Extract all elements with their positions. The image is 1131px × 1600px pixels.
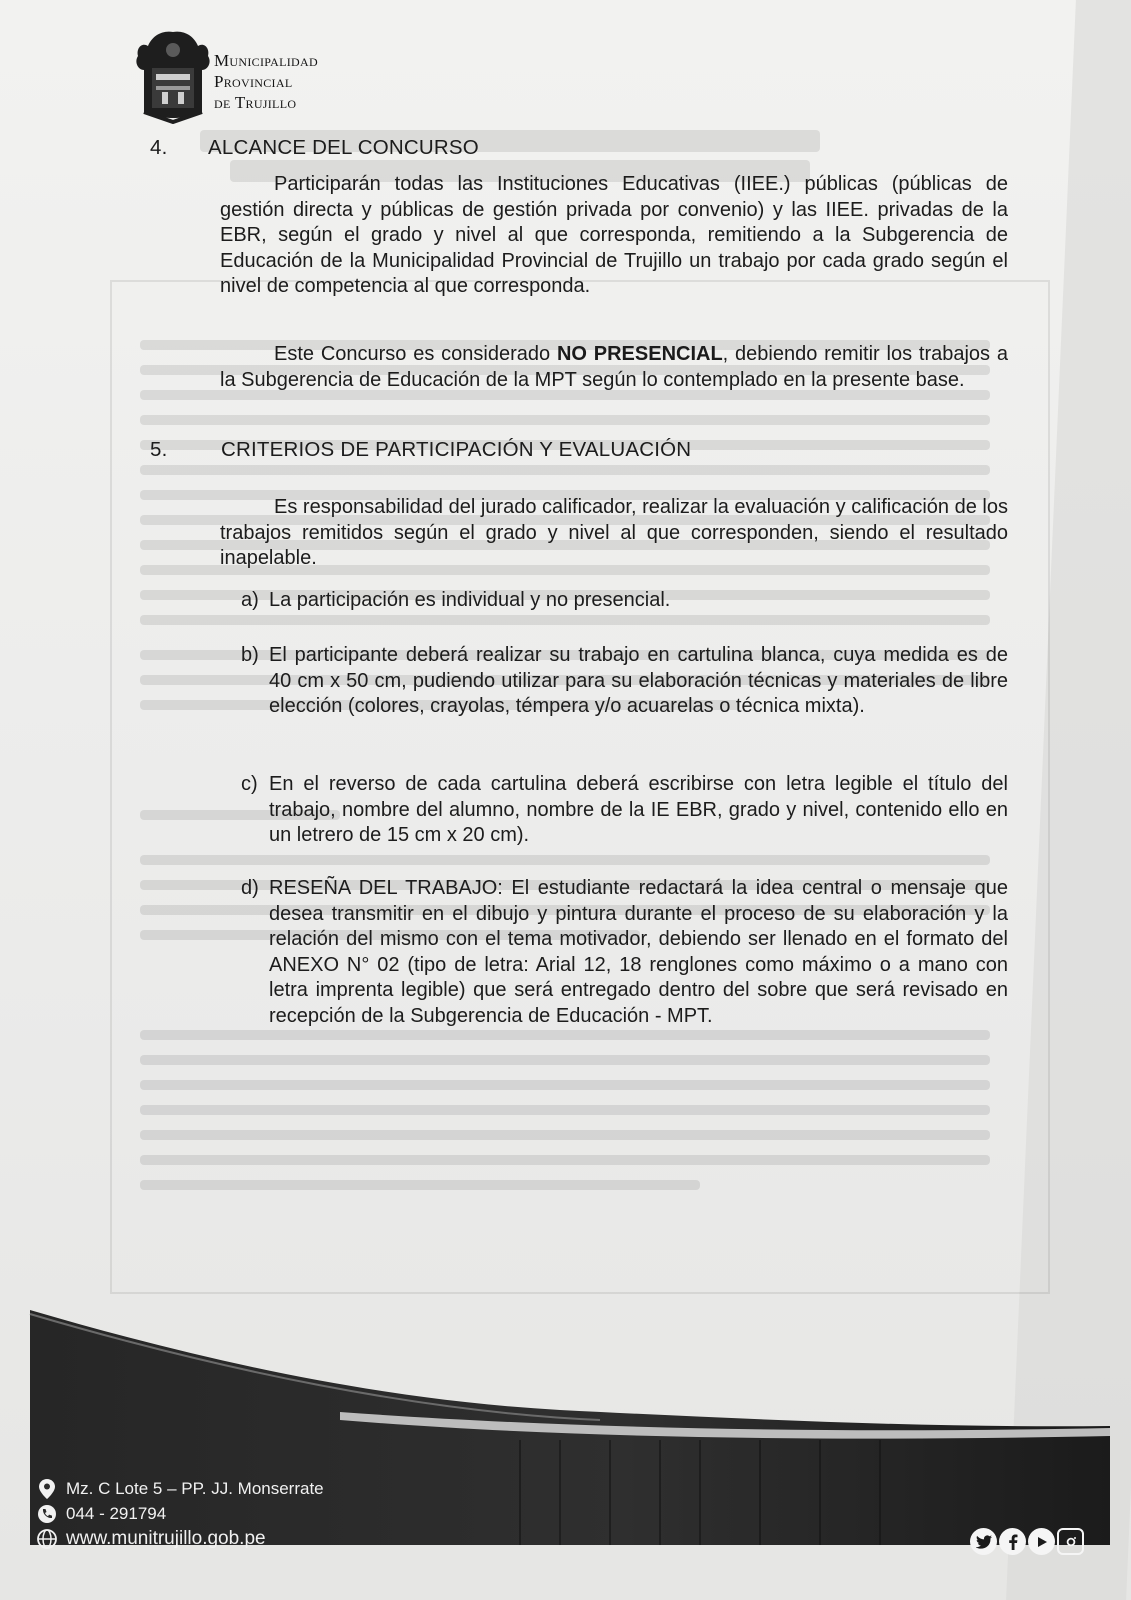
item-a-text: La participación es individual y no presencial. — [269, 589, 671, 611]
youtube-play-icon[interactable] — [1028, 1528, 1055, 1555]
section-4-para2-post: , debiendo remitir los trabajos a la Subgerencia de Educación de la MPT según lo contemplado en la presente base. — [220, 343, 1008, 391]
globe-icon — [36, 1528, 58, 1550]
criteria-item-a — [241, 588, 1008, 618]
footer-website-link[interactable]: www.munitrujillo.gob.pe — [66, 1528, 266, 1549]
instagram-icon[interactable] — [1057, 1528, 1084, 1555]
criteria-item-b — [241, 643, 1008, 753]
section-4-para2-pre: Este Concurso es considerado — [274, 343, 557, 365]
org-line-1: Municipalidad — [214, 51, 318, 70]
item-c-text: En el reverso de cada cartulina deberá escribirse con letra legible el título del trabajo, nombre del alumno, nombre de la IE EBR, grado y nivel, contenido ello en un letrero de 15 cm x 20 cm). — [269, 773, 1008, 846]
footer-phone-row — [36, 1501, 324, 1526]
municipality-coat-of-arms-logo — [132, 28, 214, 124]
footer-band — [0, 1300, 1131, 1600]
org-line-2: Provincial — [214, 72, 293, 91]
criteria-item-d — [241, 876, 1008, 1056]
section-4-paragraph-1: Participarán todas las Instituciones Educativas (IIEE.) públicas (públicas de gestión directa y públicas de gestión privada por convenio) y las IIEE. privadas de la EBR, según el grado y nivel al que corresponda, remitiendo a la Subgerencia de Educación de la Municipalidad Provincial de Trujillo un trabajo por cada grado según el nivel de competencia al que corresponda. — [220, 173, 1008, 297]
footer-address-row — [36, 1476, 324, 1501]
criteria-item-c — [241, 772, 1008, 857]
section-4-number: 4. — [150, 136, 168, 159]
facebook-icon[interactable] — [999, 1528, 1026, 1555]
footer-phone: 044 - 291794 — [66, 1504, 167, 1523]
item-c-label: c) — [241, 773, 258, 795]
item-a-label: a) — [241, 589, 259, 611]
footer-contact — [36, 1476, 324, 1551]
item-b-label: b) — [241, 644, 259, 666]
location-pin-icon — [36, 1478, 58, 1500]
footer-address: Mz. C Lote 5 – PP. JJ. Monserrate — [66, 1479, 324, 1498]
item-d-label: d) — [241, 877, 259, 899]
municipality-name — [214, 50, 318, 113]
twitter-icon[interactable] — [970, 1528, 997, 1555]
section-4-paragraph-2 — [220, 342, 1008, 393]
item-b-text: El participante deberá realizar su trabajo en cartulina blanca, cuya medida es de 40 cm x 50 cm, pudiendo utilizar para su elaboración técnicas y materiales de libre elección (colores, crayolas, témpera y/o acuarelas o técnica mixta). — [269, 644, 1008, 717]
section-5-paragraph-1: Es responsabilidad del jurado calificador, realizar la evaluación y calificación de los trabajos remitidos según el grado y nivel al que corresponden, siendo el resultado inapelable. — [220, 496, 1008, 569]
footer-website-row[interactable] — [36, 1526, 324, 1551]
no-presencial-emphasis: NO PRESENCIAL — [556, 343, 723, 365]
section-4-title: ALCANCE DEL CONCURSO — [208, 136, 479, 159]
section-5-title: CRITERIOS DE PARTICIPACIÓN Y EVALUACIÓN — [221, 438, 692, 461]
social-icons — [970, 1528, 1084, 1555]
item-d-text: RESEÑA DEL TRABAJO: El estudiante redactará la idea central o mensaje que desea transmitir en el dibujo y pintura durante el proceso de su elaboración y la relación del mismo con el tema motivador, debiendo ser llenado en el formato del ANEXO N° 02 (tipo de letra: Arial 12, 18 renglones como máximo o a mano con letra imprenta legible) que será entregado dentro del sobre que será revisado en recepción de la Subgerencia de Educación - MPT. — [269, 877, 1008, 1027]
phone-icon — [36, 1503, 58, 1525]
section-5-number: 5. — [150, 438, 168, 461]
org-line-3: de Trujillo — [214, 93, 297, 112]
